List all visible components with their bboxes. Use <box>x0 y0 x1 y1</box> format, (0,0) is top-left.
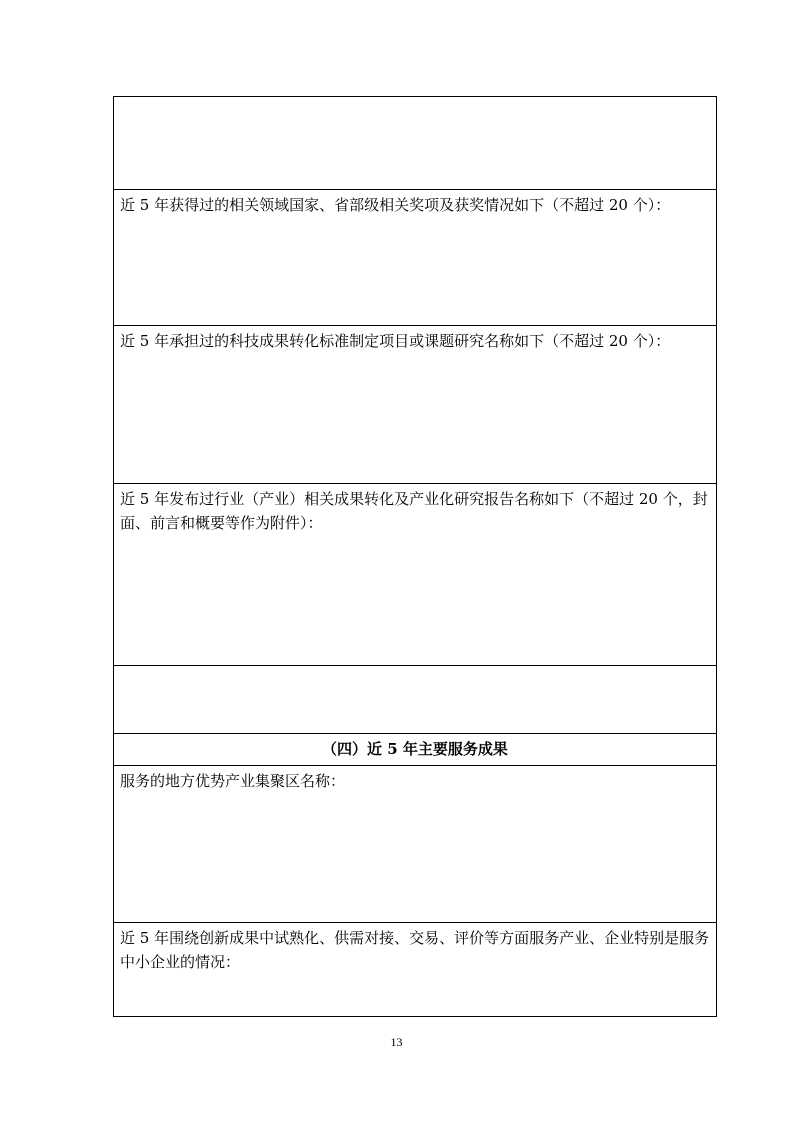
section-heading-service-results <box>114 733 716 765</box>
row-label: 服务的地方优势产业集聚区名称： <box>120 772 346 790</box>
row-label: 近 5 年发布过行业（产业）相关成果转化及产业化研究报告名称如下（不超过 20 个，封面、前言和概要等作为附件）： <box>120 490 708 532</box>
row-label: 近 5 年围绕创新成果中试熟化、供需对接、交易、评价等方面服务产业、企业特别是服务中小企业的情况： <box>120 929 710 971</box>
form-row-sme-services[interactable] <box>114 922 716 1016</box>
form-row-industry-cluster[interactable] <box>114 765 716 922</box>
page-number: 13 <box>390 1035 403 1049</box>
row-label: 近 5 年获得过的相关领域国家、省部级相关奖项及获奖情况如下（不超过 20 个）： <box>120 196 671 214</box>
form-row-research-reports[interactable] <box>114 483 716 665</box>
form-table <box>113 96 717 1017</box>
section-heading-text: （四）近 5 年主要服务成果 <box>322 740 508 758</box>
row-label: 近 5 年承担过的科技成果转化标准制定项目或课题研究名称如下（不超过 20 个）： <box>120 332 671 350</box>
form-row-awards[interactable] <box>114 189 716 325</box>
form-row-blank-middle[interactable] <box>114 665 716 733</box>
form-row-blank-top[interactable] <box>114 97 716 189</box>
form-row-standards-projects[interactable] <box>114 325 716 483</box>
